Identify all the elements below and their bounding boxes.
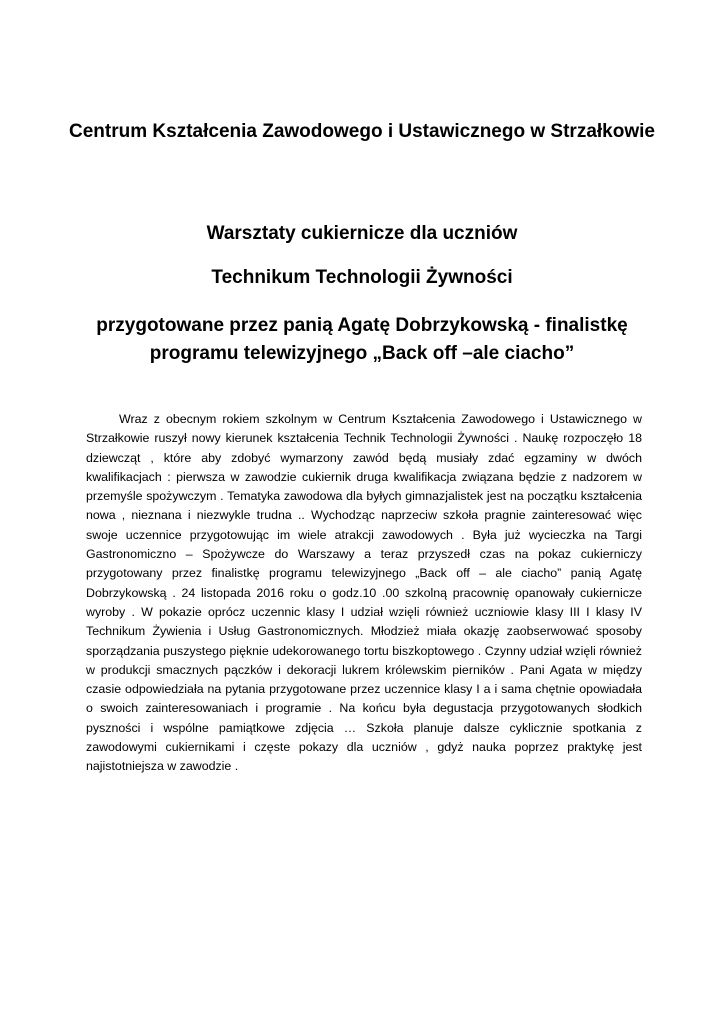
article-body: Wraz z obecnym rokiem szkolnym w Centrum Kształcenia Zawodowego i Ustawicznego w Strzałkowie ruszył nowy kierunek kształcenia Technik Technologii Żywności . Naukę rozpoczęło 18 dziewcząt , które aby zdobyć wymarzony zawód będą musiały zdać egzaminy w dwóch kwalifikacjach : pierwsza w zawodzie cukiernik druga kwalifikacja związana będzie z nadzorem w przemyśle spożywczym . Tematyka zawodowa dla byłych gimnazjalistek jest na początku kształcenia nowa , nieznana i niezwykle trudna .. Wychodząc naprzeciw szkoła pragnie zainteresować więc swoje uczennice przygotowując im wiele atrakcji zawodowych . Była już wycieczka na Targi Gastronomiczno – Spożywcze do Warszawy a teraz przyszedł czas na pokaz cukierniczy przygotowany przez finalistkę programu telewizyjnego „Back off – ale ciacho” panią Agatę Dobrzykowską . 24 listopada 2016 roku o godz.10 .00 szkolną pracownię opanowały cukiernicze wyroby . W pokazie oprócz uczennic klasy I udział wzięli również uczniowie klasy III I klasy IV Technikum Żywienia i Usług Gastronomicznych. Młodzież miała okazję zaobserwować sposoby sporządzania puszystego pięknie udekorowanego tortu biszkoptowego . Czynny udział wzięli również w produkcji smacznych pączków i dekoracji lukrem królewskim pierników . Pani Agata w między czasie odpowiedziała na pytania przygotowane przez uczennice klasy I a i sama chętnie opowiadała o swoich zainteresowaniach i programie . Na końcu była degustacja przygotowanych słodkich pyszności i wspólne pamiątkowe zdjęcia … Szkoła planuje dalsze cyklicznie spotkania z zawodowymi cukiernikami i częste pokazy dla uczniów , gdyż nauka poprzez praktykę jest najistotniejsza w zawodzie . bbox=[86, 412, 642, 774]
workshop-title: Warsztaty cukiernicze dla uczniów bbox=[206, 223, 518, 244]
presenter-title: przygotowane przez panią Agatę Dobrzykowską - finalistkę programu telewizyjnego „Back off –ale ciacho” bbox=[96, 315, 628, 364]
institution-title: Centrum Kształcenia Zawodowego i Ustawicznego w Strzałkowie bbox=[69, 121, 655, 142]
school-title: Technikum Technologii Żywności bbox=[211, 267, 513, 288]
